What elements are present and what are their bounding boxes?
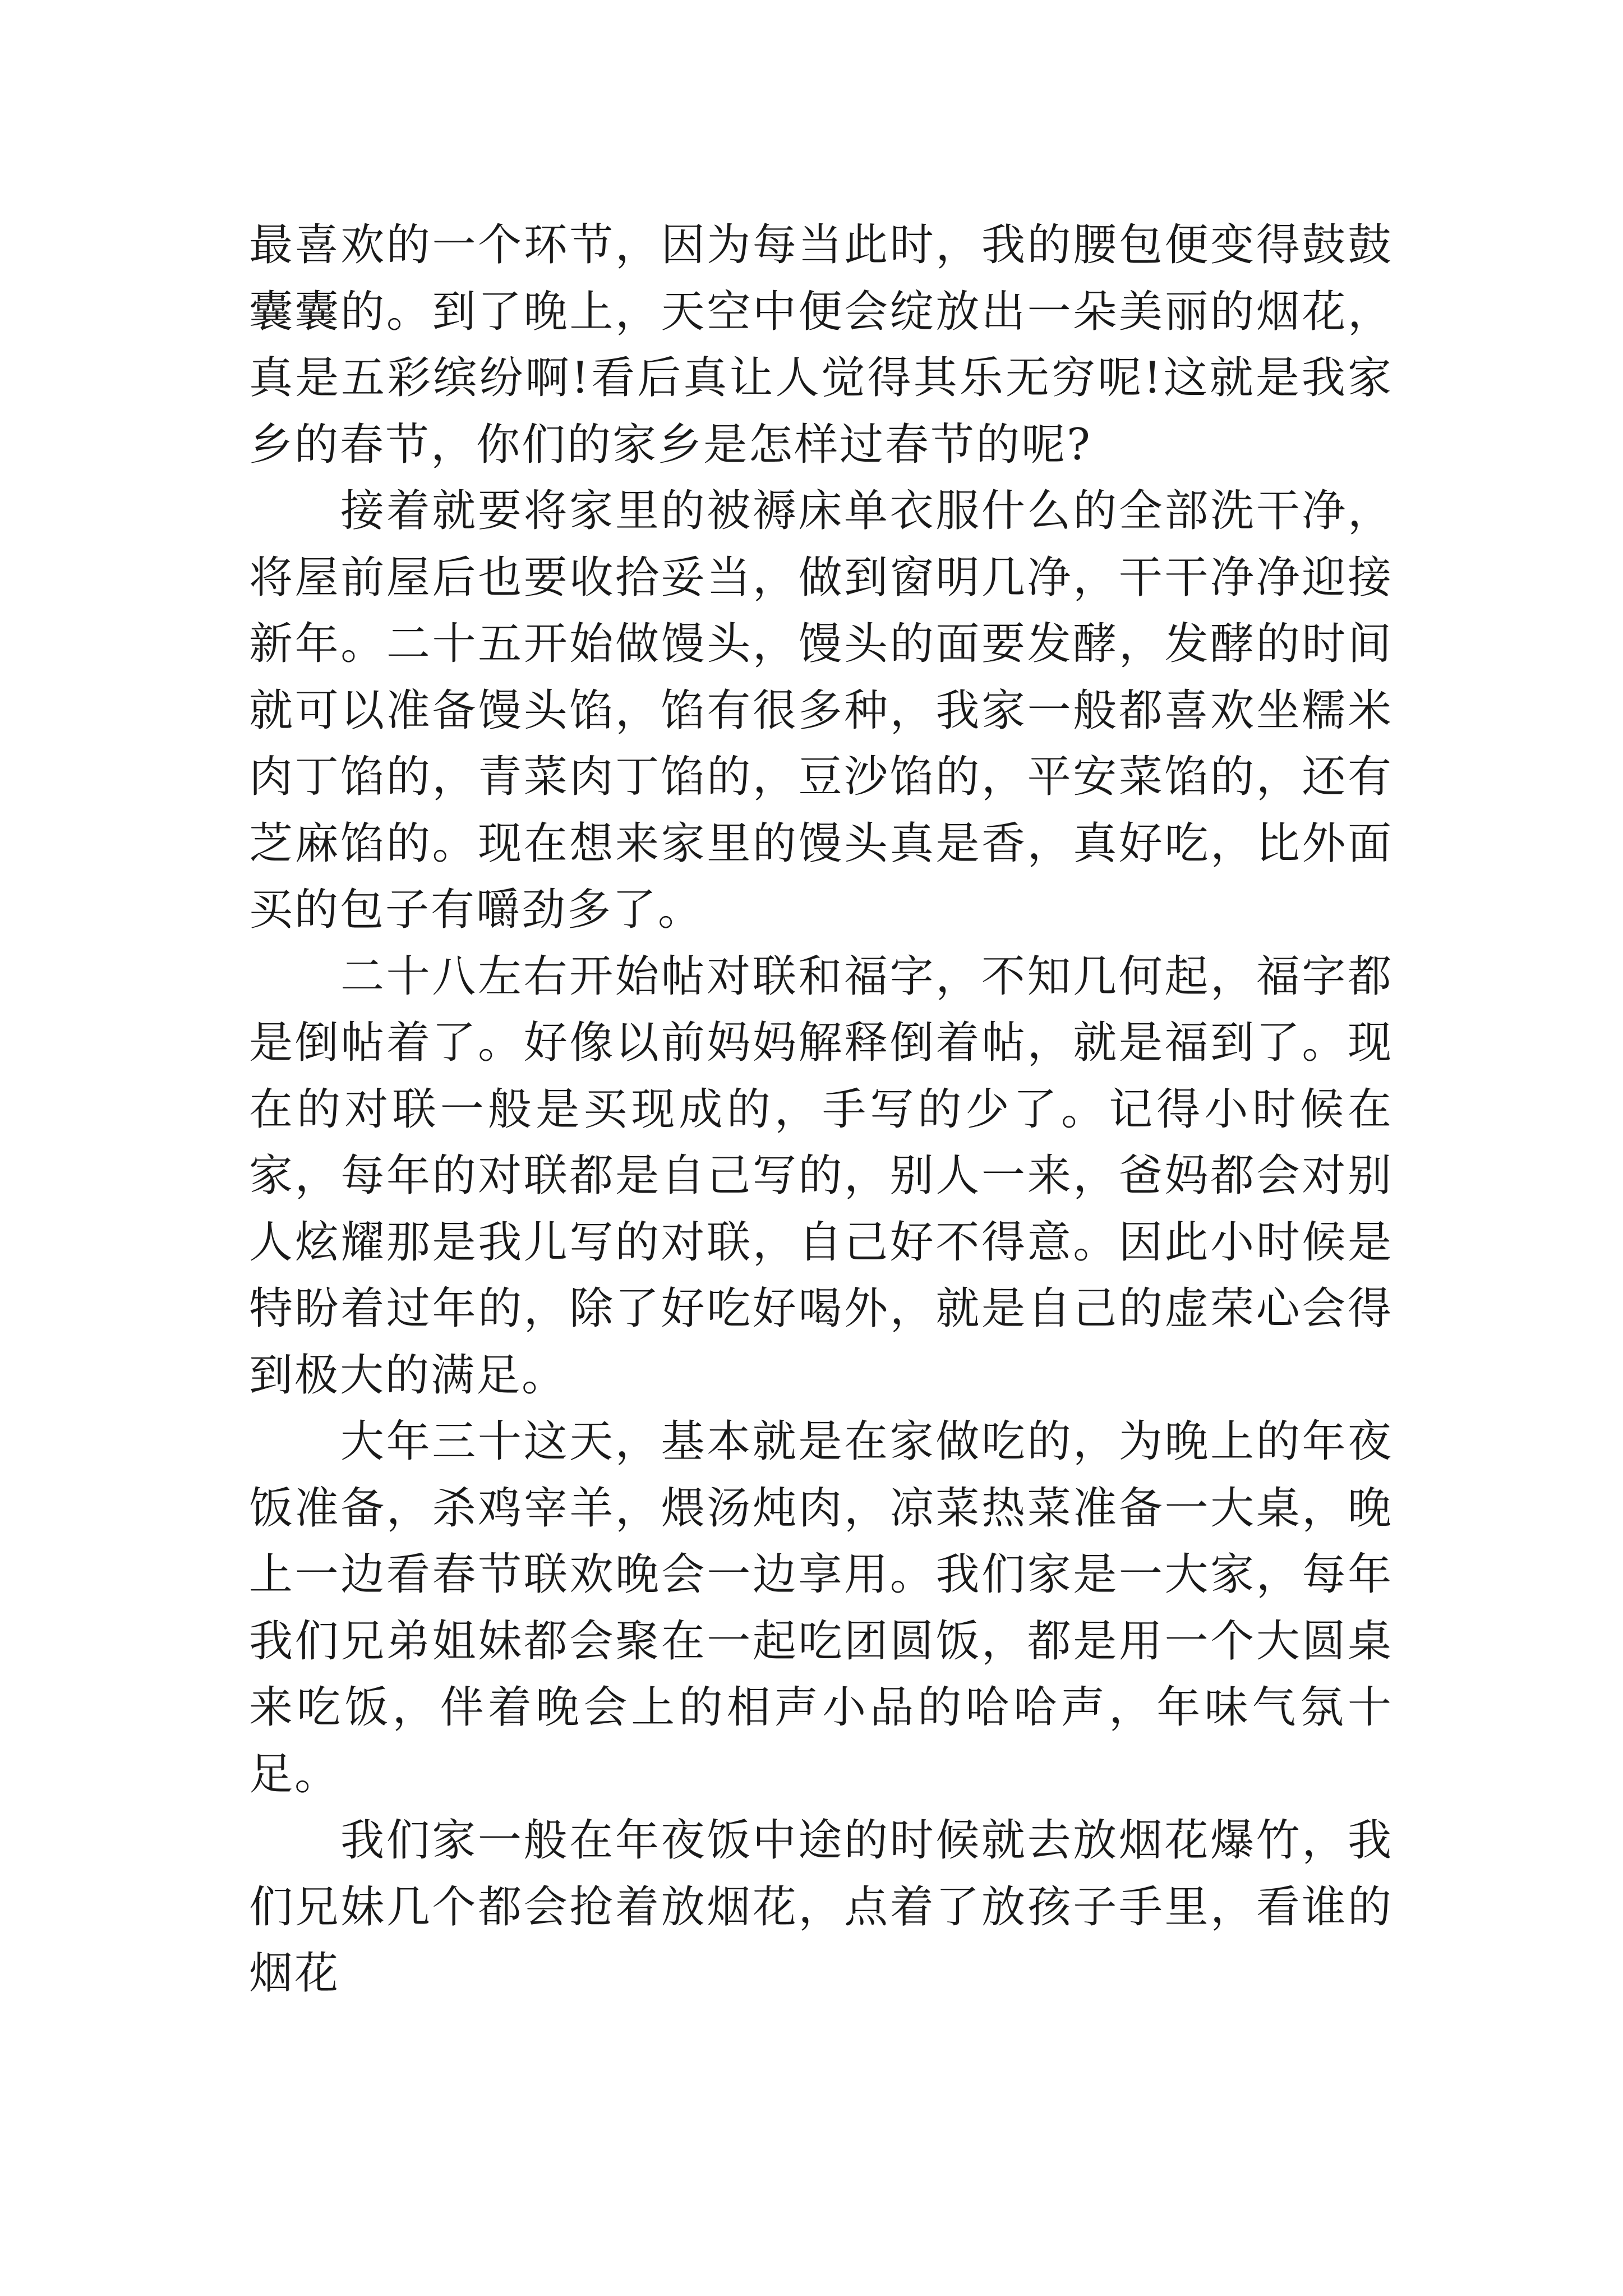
document-body [249,212,1393,2007]
paragraph-couplets: 二十八左右开始帖对联和福字，不知几何起，福字都是倒帖着了。好像以前妈妈解释倒着帖，就是福到了。现在的对联一般是买现成的，手写的少了。记得小时候在家，每年的对联都是自己写的，别人一来，爸妈都会对别人炫耀那是我儿写的对联，自己好不得意。因此小时候是特盼着过年的，除了好吃好喝外，就是自己的虚荣心会得到极大的满足。 [249,951,1393,1401]
paragraph-cleaning-and-buns: 接着就要将家里的被褥床单衣服什么的全部洗干净，将屋前屋后也要收拾妥当，做到窗明几净，干干净净迎接新年。二十五开始做馒头，馒头的面要发酵，发酵的时间就可以准备馒头馅，馅有很多种，我家一般都喜欢坐糯米肉丁馅的，青菜肉丁馅的，豆沙馅的，平安菜馅的，还有芝麻馅的。现在想来家里的馒头真是香，真好吃，比外面买的包子有嚼劲多了。 [249,486,1393,935]
paragraph-fireworks: 我们家一般在年夜饭中途的时候就去放烟花爆竹，我们兄妹几个都会抢着放烟花，点着了放孩子手里，看谁的烟花 [249,1815,1393,1999]
paragraph-continued: 最喜欢的一个环节，因为每当此时，我的腰包便变得鼓鼓囊囊的。到了晚上，天空中便会绽放出一朵美丽的烟花，真是五彩缤纷啊!看后真让人觉得其乐无穷呢!这就是我家乡的春节，你们的家乡是怎样过春节的呢? [249,220,1393,470]
paragraph-new-years-eve-dinner: 大年三十这天，基本就是在家做吃的，为晚上的年夜饭准备，杀鸡宰羊，煨汤炖肉，凉菜热菜准备一大桌，晚上一边看春节联欢晚会一边享用。我们家是一大家，每年我们兄弟姐妹都会聚在一起吃团圆饭，都是用一个大圆桌来吃饭，伴着晚会上的相声小品的哈哈声，年味气氛十足。 [249,1416,1393,1800]
